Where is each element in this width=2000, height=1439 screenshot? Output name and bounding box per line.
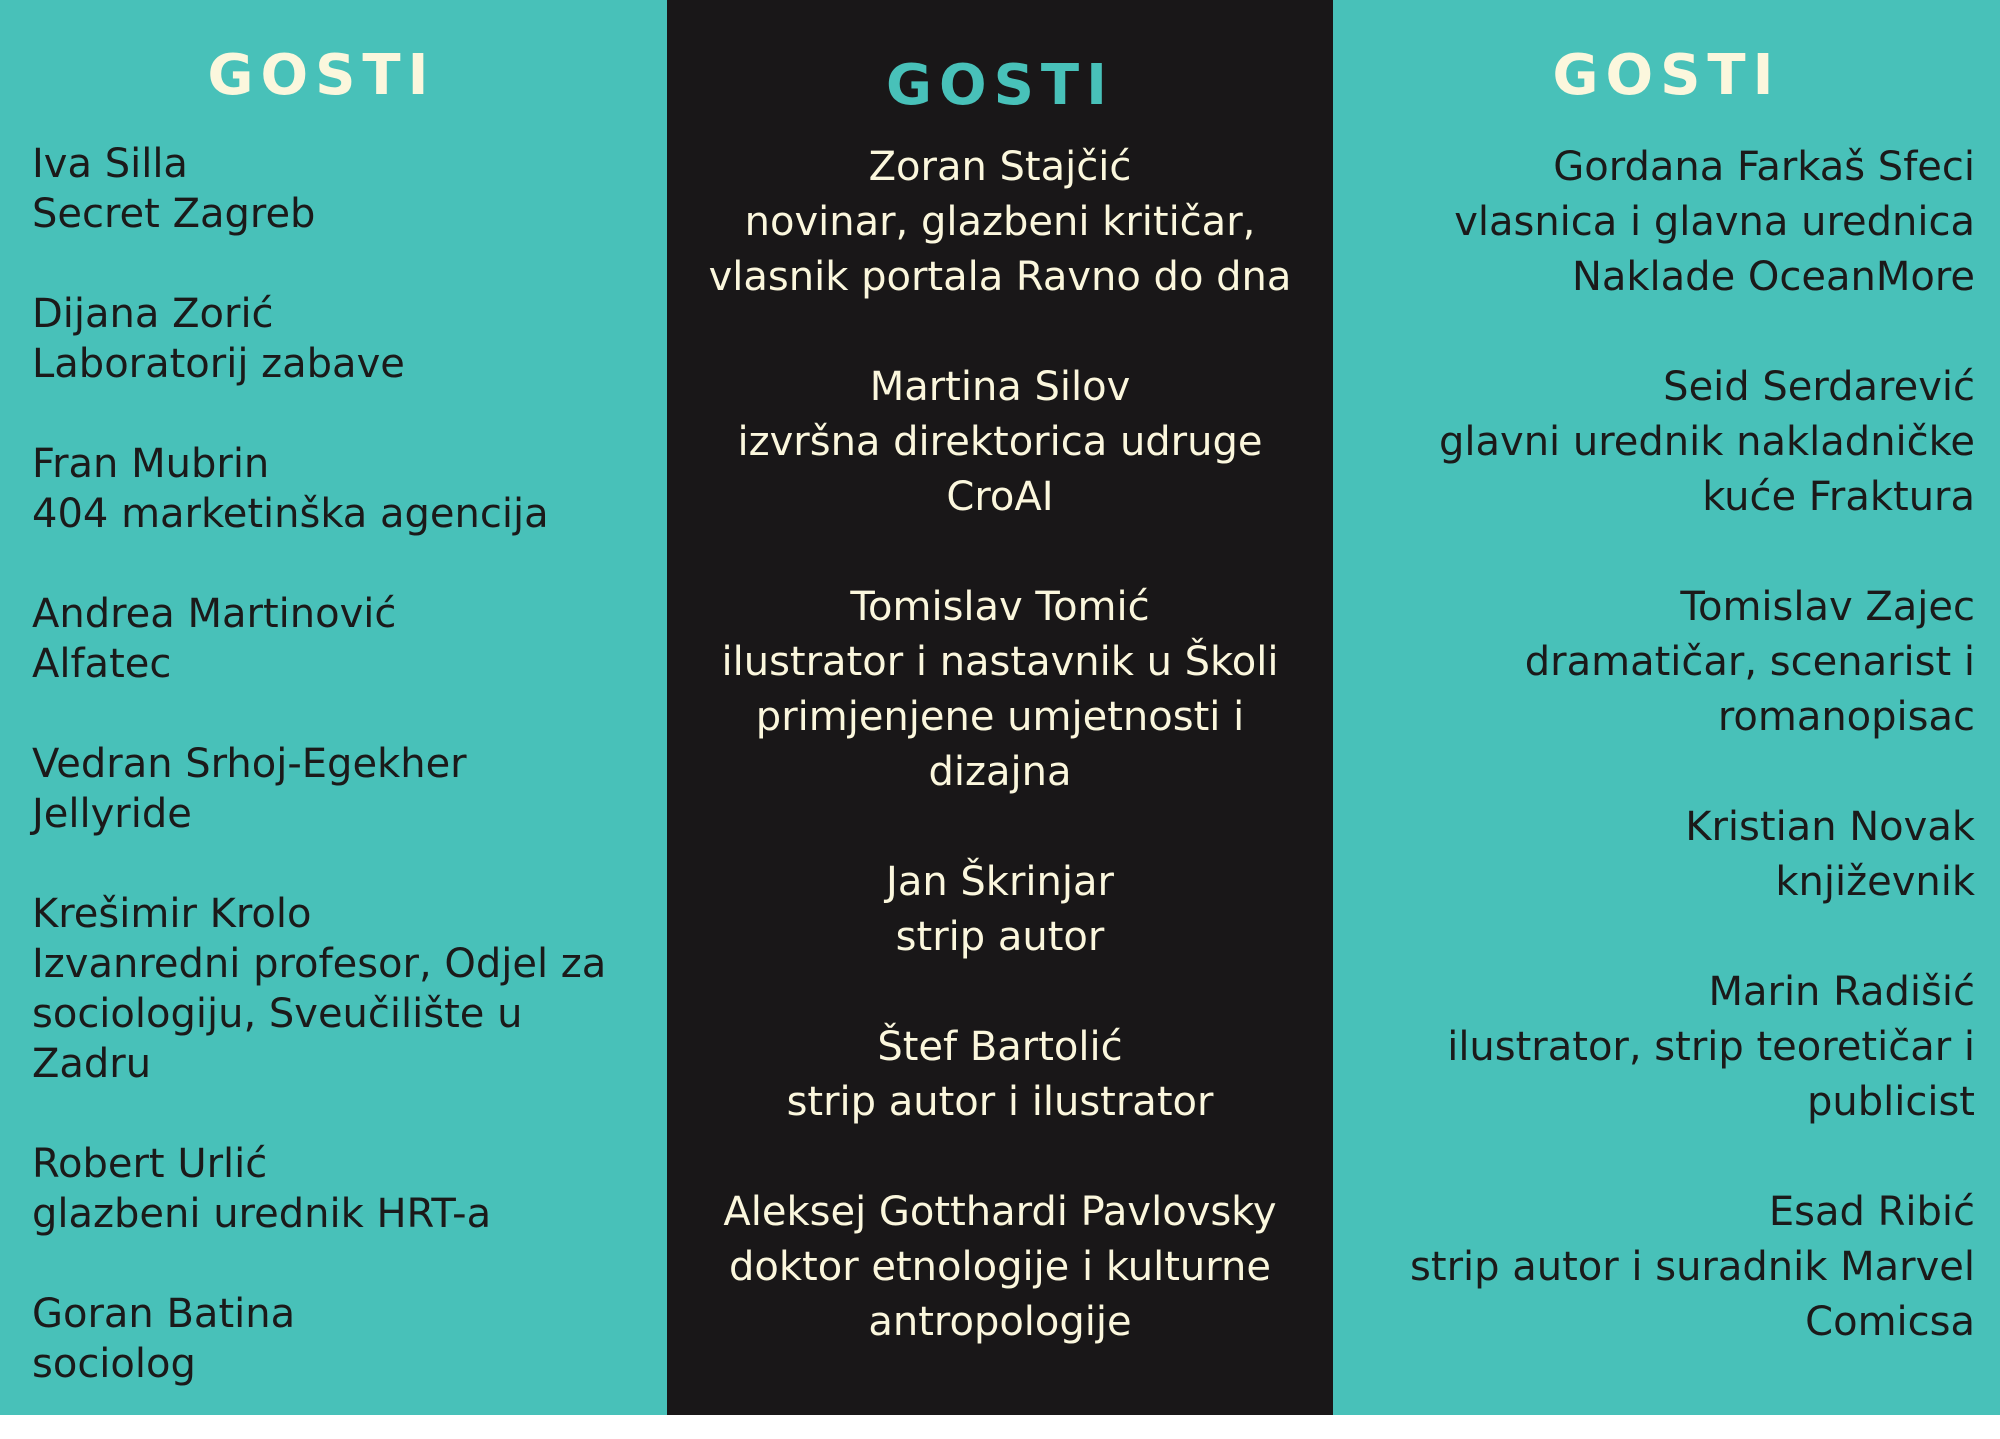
- guest-name: Štef Bartolić: [877, 1024, 1123, 1070]
- guest-name: Jan Škrinjar: [886, 859, 1114, 905]
- guest-entry: [32, 889, 652, 1089]
- guest-title: doktor etnologije i kulturne: [729, 1244, 1271, 1290]
- guest-name: Marin Radišić: [1708, 969, 1975, 1015]
- guest-list: [667, 140, 1333, 1405]
- guest-title: 404 marketinška agencija: [32, 491, 549, 537]
- guest-name: Vedran Srhoj-Egekher: [32, 741, 467, 787]
- guest-title: vlasnica i glavna urednica: [1454, 199, 1975, 245]
- guest-name: Aleksej Gotthardi Pavlovsky: [723, 1189, 1277, 1235]
- guest-title: romanopisac: [1717, 694, 1975, 740]
- guest-title: Comicsa: [1805, 1299, 1975, 1345]
- guest-title: sociologiju, Sveučilište u: [32, 991, 523, 1037]
- column-heading: GOSTI: [1552, 43, 1781, 108]
- guest-title: kuće Fraktura: [1702, 474, 1975, 520]
- guest-title: ilustrator i nastavnik u Školi: [721, 639, 1279, 685]
- guest-entry: [32, 589, 652, 689]
- guest-column-right: [1333, 0, 2000, 1415]
- guest-title: Alfatec: [32, 641, 172, 687]
- guest-title: glavni urednik nakladničke: [1439, 419, 1975, 465]
- guest-entry: [667, 360, 1333, 525]
- guest-title: glazbeni urednik HRT-a: [32, 1191, 492, 1237]
- guest-title: izvršna direktorica udruge: [737, 419, 1263, 465]
- guest-name: Tomislav Tomić: [850, 584, 1150, 630]
- guest-name: Dijana Zorić: [32, 291, 274, 337]
- guest-entry: [1345, 965, 1975, 1130]
- guest-list: [1345, 140, 1975, 1405]
- guest-entry: [1345, 140, 1975, 305]
- guest-entry: [667, 855, 1333, 965]
- guest-entry: [32, 739, 652, 839]
- guest-name: Zoran Stajčić: [868, 144, 1132, 190]
- guest-entry: [32, 439, 652, 539]
- guest-name: Tomislav Zajec: [1680, 584, 1975, 630]
- guest-title: Jellyride: [32, 791, 192, 837]
- guest-title: dizajna: [928, 749, 1072, 795]
- column-heading: GOSTI: [207, 43, 436, 108]
- guest-entry: [667, 580, 1333, 800]
- guest-title: ilustrator, strip teoretičar i: [1447, 1024, 1975, 1070]
- guest-title: Laboratorij zabave: [32, 341, 405, 387]
- guest-name: Goran Batina: [32, 1291, 296, 1337]
- guest-title: dramatičar, scenarist i: [1524, 639, 1975, 685]
- guest-title: CroAI: [946, 474, 1054, 520]
- guest-title: antropologije: [868, 1299, 1132, 1345]
- guest-entry: [667, 140, 1333, 305]
- guest-name: Kristian Novak: [1685, 804, 1975, 850]
- column-heading: GOSTI: [886, 53, 1114, 118]
- guest-title: strip autor i ilustrator: [786, 1079, 1214, 1125]
- guest-entry: [32, 1289, 652, 1389]
- guest-name: Seid Serdarević: [1663, 364, 1975, 410]
- guest-name: Iva Silla: [32, 141, 188, 187]
- guest-entry: [1345, 360, 1975, 525]
- guest-name: Andrea Martinović: [32, 591, 397, 637]
- guest-entry: [667, 1185, 1333, 1350]
- guest-title: Zadru: [32, 1041, 152, 1087]
- guest-name: Martina Silov: [869, 364, 1131, 410]
- guest-title: primjenjene umjetnosti i: [755, 694, 1245, 740]
- guest-list: [32, 139, 652, 1439]
- guest-name: Robert Urlić: [32, 1141, 268, 1187]
- guest-entry: [1345, 800, 1975, 910]
- guest-title: književnik: [1775, 859, 1975, 905]
- guest-title: strip autor i suradnik Marvel: [1410, 1244, 1975, 1290]
- guest-title: sociolog: [32, 1341, 196, 1387]
- guest-column-left: [0, 0, 667, 1415]
- guest-title: novinar, glazbeni kritičar,: [744, 199, 1256, 245]
- guest-title: Naklade OceanMore: [1571, 254, 1975, 300]
- guest-title: Izvanredni profesor, Odjel za: [32, 941, 607, 987]
- guest-name: Gordana Farkaš Sfeci: [1553, 144, 1975, 190]
- guest-column-middle: [667, 0, 1333, 1415]
- guest-entry: [1345, 1185, 1975, 1350]
- guest-entry: [32, 1139, 652, 1239]
- guest-name: Esad Ribić: [1768, 1189, 1975, 1235]
- guest-entry: [667, 1020, 1333, 1130]
- guest-title: Secret Zagreb: [32, 191, 316, 237]
- guest-name: Krešimir Krolo: [32, 891, 312, 937]
- guest-entry: [32, 139, 652, 239]
- guest-entry: [32, 289, 652, 389]
- guest-entry: [1345, 580, 1975, 745]
- guest-title: vlasnik portala Ravno do dna: [708, 254, 1292, 300]
- guest-title: strip autor: [895, 914, 1105, 960]
- guest-title: publicist: [1807, 1079, 1975, 1125]
- guest-name: Fran Mubrin: [32, 441, 270, 487]
